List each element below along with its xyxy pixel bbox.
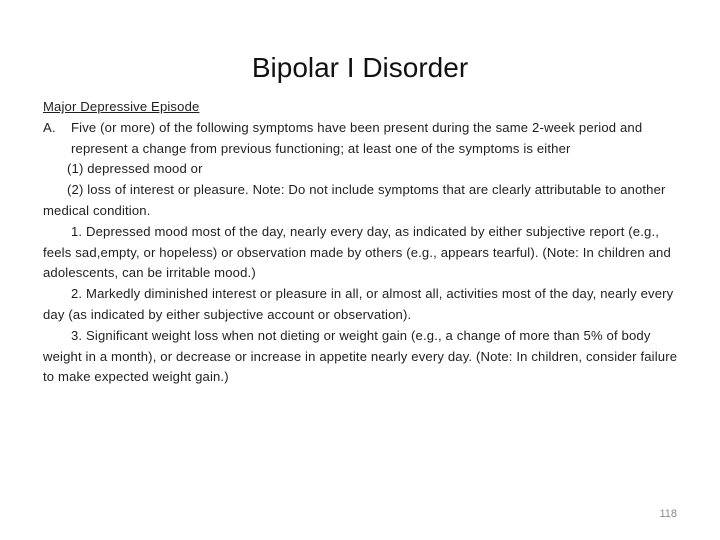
option-loss-of-interest: (2) loss of interest or pleasure. Note: Do not include symptoms that are clearly attributable to another medical condition. [43,182,666,218]
criterion-a-marker: A. [43,119,56,135]
symptom-item: 3. Significant weight loss when not dieting or weight gain (e.g., a change of more than 5% of body weight in a month), or decrease or increase in appetite nearly every day. (Note: In children, consider failure to make expected weight gain.) [43,327,678,385]
slide-body [43,97,683,388]
symptom-item: 2. Markedly diminished interest or pleasure in all, or almost all, activities most of the day, nearly every day (as indicated by either subjective account or observation). [43,286,674,322]
criterion-a-text: Five (or more) of the following symptoms have been present during the same 2-week period and represent a change from previous functioning; at least one of the symptoms is either [71,119,643,156]
criterion-a [43,118,683,160]
page-number: 118 [659,508,677,520]
symptom-item: 1. Depressed mood most of the day, nearly every day, as indicated by either subjective report (e.g., feels sad,empty, or hopeless) or observation made by others (e.g., appears tearful). (Note: In children and adolescents, can be irritable mood.) [43,223,671,281]
slide-title: Bipolar I Disorder [251,52,469,83]
section-heading: Major Depressive Episode [43,99,200,114]
option-depressed-mood: (1) depressed mood or [67,161,203,177]
